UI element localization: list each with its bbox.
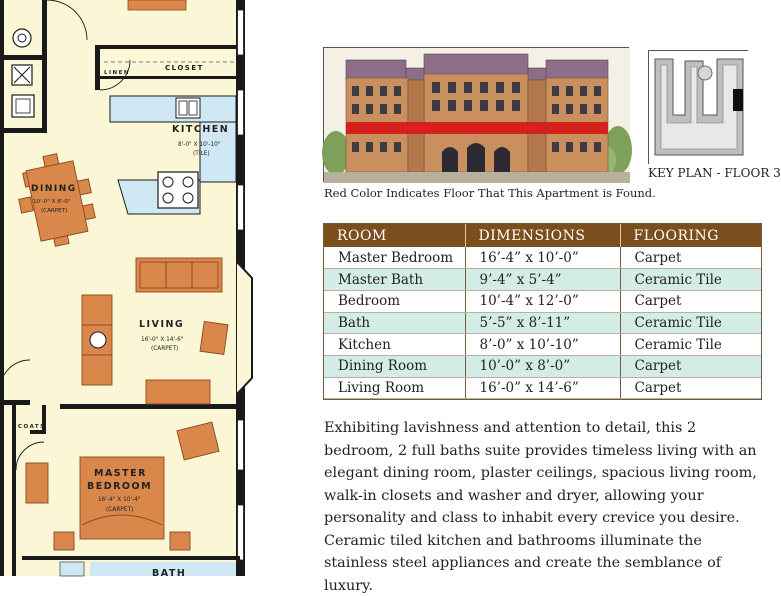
cell-flooring: Carpet: [620, 290, 761, 312]
building-elevation: [323, 47, 629, 182]
dining-dimensions: 10'-0" X 8'-0": [33, 199, 71, 205]
floor-plan: [0, 0, 262, 579]
cell-dimensions: 16’-4” x 10’-0”: [465, 247, 620, 269]
cell-flooring: Carpet: [620, 377, 761, 399]
dining-flooring: (CARPET): [41, 208, 68, 214]
cell-dimensions: 8’-0” x 10’-10”: [465, 334, 620, 356]
cell-dimensions: 5’-5” x 8’-11”: [465, 312, 620, 334]
cell-room: Dining Room: [324, 355, 465, 377]
cell-flooring: Ceramic Tile: [620, 269, 761, 291]
header-flooring: FLOORING: [620, 224, 761, 247]
apartment-description: Exhibiting lavishness and attention to detail, this 2 bedroom, 2 full baths suite provides timeless living with an elegant dining room, plaster ceilings, spacious living room, walk-in closets and washer and dryer, allowing your personality and class to inhabit every crevice you desire. Ceramic tiled kitchen and bathrooms illuminate the stainless steel appliances and create the semblance of luxury.: [324, 420, 757, 594]
cell-flooring: Ceramic Tile: [620, 312, 761, 334]
master-bedroom-label-line1: MASTER: [94, 468, 147, 479]
master-bedroom-dimensions: 16'-4" X 10'-4": [98, 497, 141, 503]
floor-plan-drawing: [0, 0, 262, 579]
table-row: [324, 334, 761, 356]
bath-label: BATH: [152, 568, 187, 579]
master-bedroom-flooring: (CARPET): [106, 507, 134, 513]
table-row: [324, 355, 761, 377]
cell-room: Master Bath: [324, 269, 465, 291]
cell-dimensions: 10’-0” x 8’-0”: [465, 355, 620, 377]
table-row: [324, 247, 761, 269]
kitchen-flooring: (TILE): [193, 151, 210, 157]
linen-label: LINEN: [104, 70, 131, 76]
cell-room: Bedroom: [324, 290, 465, 312]
kitchen-dimensions: 8'-0" X 10'-10": [178, 142, 221, 148]
key-plan-drawing: [649, 51, 749, 165]
cell-dimensions: 16’-0” x 14’-6”: [465, 377, 620, 399]
table-row: [324, 269, 761, 291]
cell-flooring: Carpet: [620, 355, 761, 377]
kitchen-label: KITCHEN: [172, 124, 230, 135]
header-room: ROOM: [324, 224, 465, 247]
key-plan: [648, 50, 748, 164]
cell-room: Kitchen: [324, 334, 465, 356]
cell-flooring: Carpet: [620, 247, 761, 269]
closet-label: CLOSET: [165, 64, 204, 72]
key-plan-caption: KEY PLAN - FLOOR 3: [648, 166, 781, 180]
cell-flooring: Ceramic Tile: [620, 334, 761, 356]
living-flooring: (CARPET): [151, 346, 179, 352]
cell-room: Living Room: [324, 377, 465, 399]
dining-label: DINING: [31, 184, 77, 194]
cell-room: Master Bedroom: [324, 247, 465, 269]
living-label: LIVING: [139, 319, 185, 330]
building-elevation-drawing: [324, 48, 630, 183]
table-row: [324, 290, 761, 312]
table-row: [324, 312, 761, 334]
table-row: [324, 377, 761, 399]
table-header-row: [324, 224, 761, 247]
master-bedroom-label-line2: BEDROOM: [87, 481, 153, 492]
coats-label: COATS: [18, 424, 46, 430]
room-dimensions-table: [324, 224, 761, 399]
elevation-caption: Red Color Indicates Floor That This Apartment is Found.: [324, 186, 656, 200]
cell-dimensions: 10’-4” x 12’-0”: [465, 290, 620, 312]
cell-dimensions: 9’-4” x 5’-4”: [465, 269, 620, 291]
header-dimensions: DIMENSIONS: [465, 224, 620, 247]
living-dimensions: 16'-0" X 14'-6": [141, 337, 184, 343]
cell-room: Bath: [324, 312, 465, 334]
